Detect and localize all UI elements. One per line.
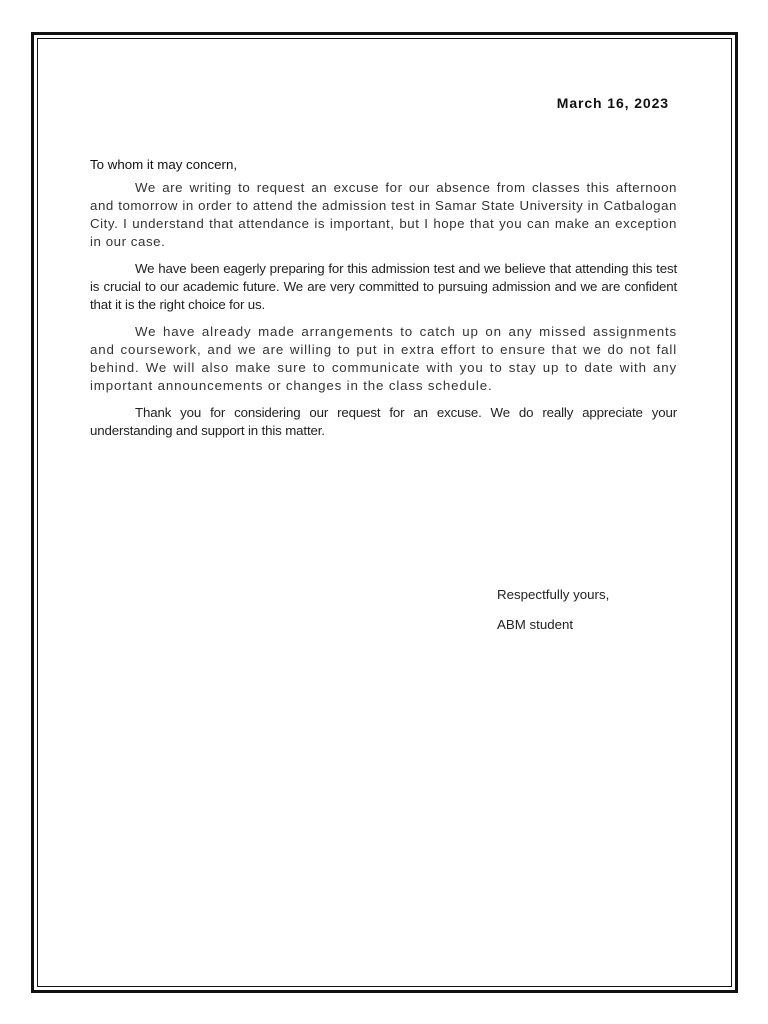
salutation: To whom it may concern,: [90, 157, 238, 172]
paragraph-1: We are writing to request an excuse for our absence from classes this afternoon and tomorrow in order to attend the admission test in Samar State University in Catbalogan City. I understand that attendance is important, but I hope that you can make an exception in our case.: [90, 180, 677, 249]
signature: ABM student: [497, 617, 574, 632]
paragraph-3: We have already made arrangements to catch up on any missed assignments and coursework, and we are willing to put in extra effort to ensure that we do not fall behind. We will also make sure to communicate with you to stay up to date with any important announcements or changes in the class schedule.: [90, 324, 677, 393]
letter-body: [90, 156, 677, 449]
paragraph-4: Thank you for considering our request for an excuse. We do really appreciate your understanding and support in this matter.: [90, 405, 677, 438]
letter-date: March 16, 2023: [556, 95, 669, 111]
paragraph-2: We have been eagerly preparing for this admission test and we believe that attending this test is crucial to our academic future. We are very committed to pursuing admission and we are confident that it is the right choice for us.: [90, 261, 677, 312]
closing: Respectfully yours,: [497, 587, 610, 602]
